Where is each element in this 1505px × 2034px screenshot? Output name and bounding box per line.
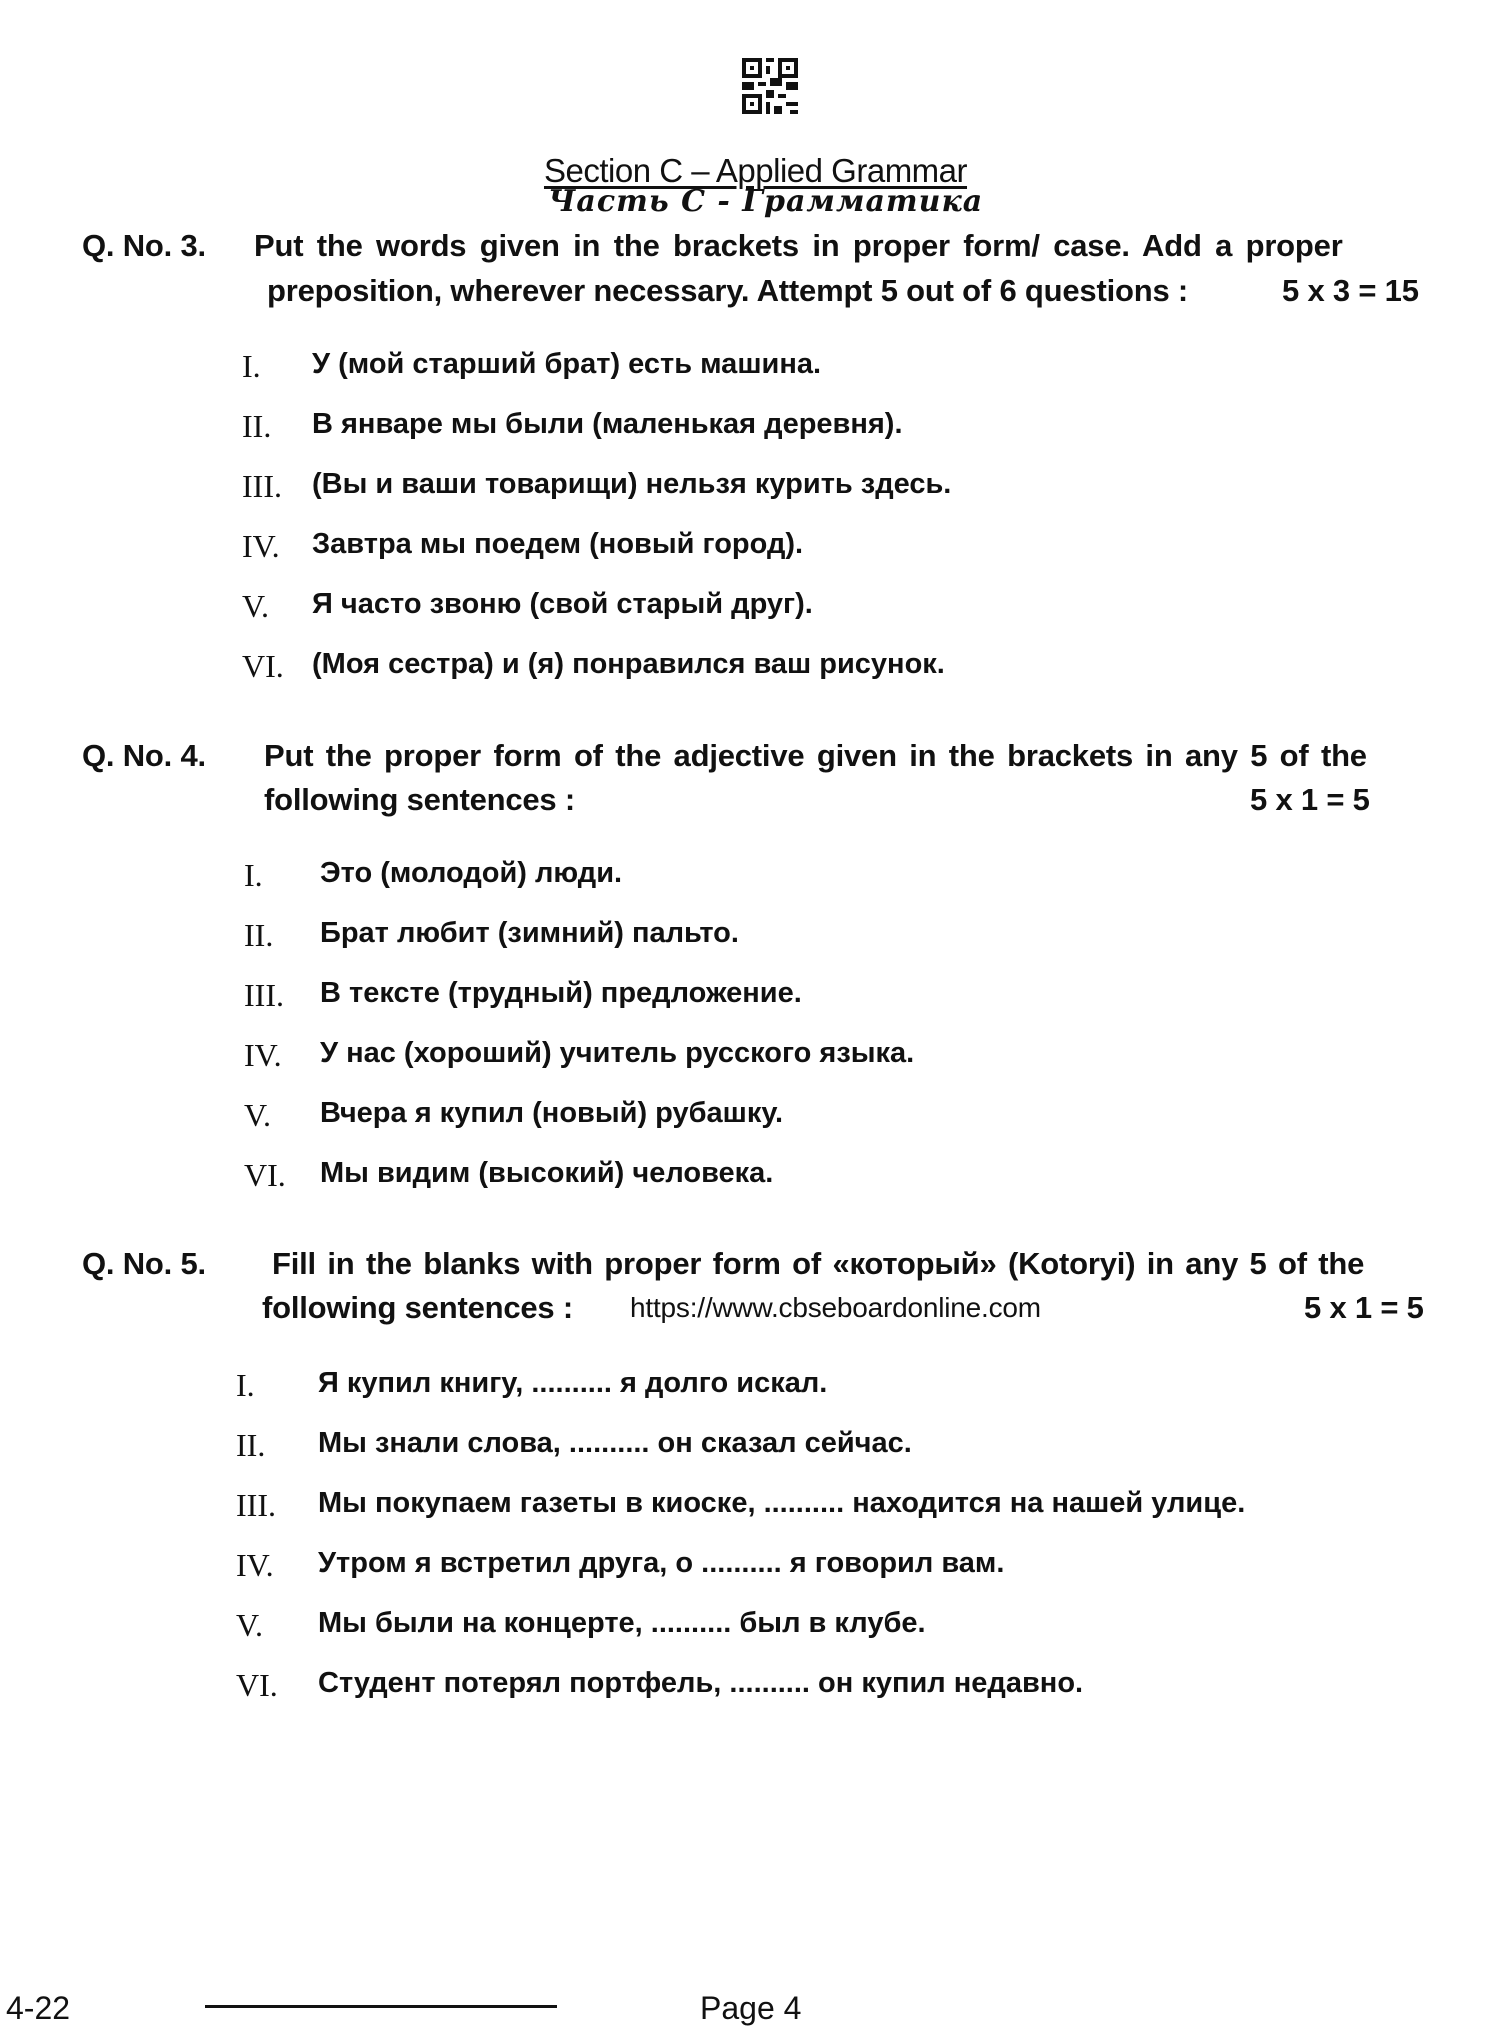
question-instruction: Put the proper form of the adjective given in the brackets in any 5 of the: [264, 738, 1367, 773]
handwritten-section-title: Часть C - Грамматика: [548, 184, 984, 219]
question-instruction-continued: following sentences :: [264, 782, 576, 817]
qr-code-icon: [742, 58, 798, 114]
question-instruction-continued: preposition, wherever necessary. Attempt 5 out of 6 questions :: [267, 273, 1189, 308]
item-numeral: III.: [236, 1487, 276, 1523]
item-text: Я часто звоню (свой старый друг).: [312, 588, 813, 620]
item-numeral: V.: [236, 1607, 263, 1643]
item-text: В тексте (трудный) предложение.: [320, 977, 802, 1009]
item-numeral: IV.: [242, 528, 280, 564]
item-numeral: V.: [242, 588, 269, 624]
item-numeral: VI.: [242, 648, 284, 684]
question-4: [82, 738, 1442, 818]
question-3: [82, 228, 1442, 308]
item-text: Студент потерял портфель, .......... он купил недавно.: [318, 1667, 1084, 1699]
item-text: Утром я встретил друга, о .......... я говорил вам.: [318, 1547, 1005, 1579]
item-text: Это (молодой) люди.: [320, 857, 623, 889]
item-numeral: V.: [244, 1097, 271, 1133]
page-number: Page 4: [700, 1990, 802, 2026]
question-instruction: Put the words given in the brackets in proper form/ case. Add a proper: [254, 228, 1343, 263]
footer-code: 4-22: [6, 1990, 71, 2026]
item-text: Брат любит (зимний) пальто.: [320, 917, 739, 949]
item-text: У нас (хороший) учитель русского языка.: [320, 1037, 915, 1069]
item-text: Вчера я купил (новый) рубашку.: [320, 1097, 783, 1129]
item-text: (Вы и ваши товарищи) нельзя курить здесь.: [312, 468, 952, 500]
question-number: Q. No. 3.: [82, 228, 206, 263]
item-text: (Моя сестра) и (я) понравился ваш рисунок.: [312, 648, 945, 680]
item-text: Мы видим (высокий) человека.: [320, 1157, 774, 1189]
item-numeral: II.: [236, 1427, 266, 1463]
item-numeral: II.: [242, 408, 272, 444]
section-title: Section C – Applied Grammar: [543, 152, 968, 189]
item-text: Завтра мы поедем (новый город).: [312, 528, 804, 560]
item-numeral: I.: [242, 348, 261, 384]
item-text: У (мой старший брат) есть машина.: [312, 348, 822, 380]
item-numeral: IV.: [244, 1037, 282, 1073]
source-url-link[interactable]: https://www.cbseboardonline.com: [630, 1292, 1041, 1323]
question-number: Q. No. 4.: [82, 738, 206, 773]
question-marks: 5 x 1 = 5: [1250, 782, 1370, 817]
footer-divider: [205, 2005, 557, 2008]
item-text: Мы знали слова, .......... он сказал сейчас.: [318, 1427, 912, 1459]
item-numeral: IV.: [236, 1547, 274, 1583]
item-text: Мы покупаем газеты в киоске, .......... находится на нашей улице.: [318, 1487, 1246, 1519]
item-text: Я купил книгу, .......... я долго искал.: [318, 1367, 828, 1399]
item-numeral: II.: [244, 917, 274, 953]
item-numeral: I.: [244, 857, 263, 893]
question-marks: 5 x 3 = 15: [1282, 273, 1419, 308]
item-numeral: III.: [242, 468, 282, 504]
item-text: Мы были на концерте, .......... был в клубе.: [318, 1607, 926, 1639]
question-instruction: Fill in the blanks with proper form of «который» (Kotoryi) in any 5 of the: [272, 1246, 1365, 1281]
item-numeral: VI.: [244, 1157, 286, 1193]
item-numeral: III.: [244, 977, 284, 1013]
question-number: Q. No. 5.: [82, 1246, 206, 1281]
item-numeral: VI.: [236, 1667, 278, 1703]
question-marks: 5 x 1 = 5: [1304, 1290, 1424, 1325]
question-5: [82, 1246, 1442, 1326]
question-instruction-continued: following sentences :: [262, 1290, 574, 1325]
item-numeral: I.: [236, 1367, 255, 1403]
item-text: В январе мы были (маленькая деревня).: [312, 408, 903, 440]
